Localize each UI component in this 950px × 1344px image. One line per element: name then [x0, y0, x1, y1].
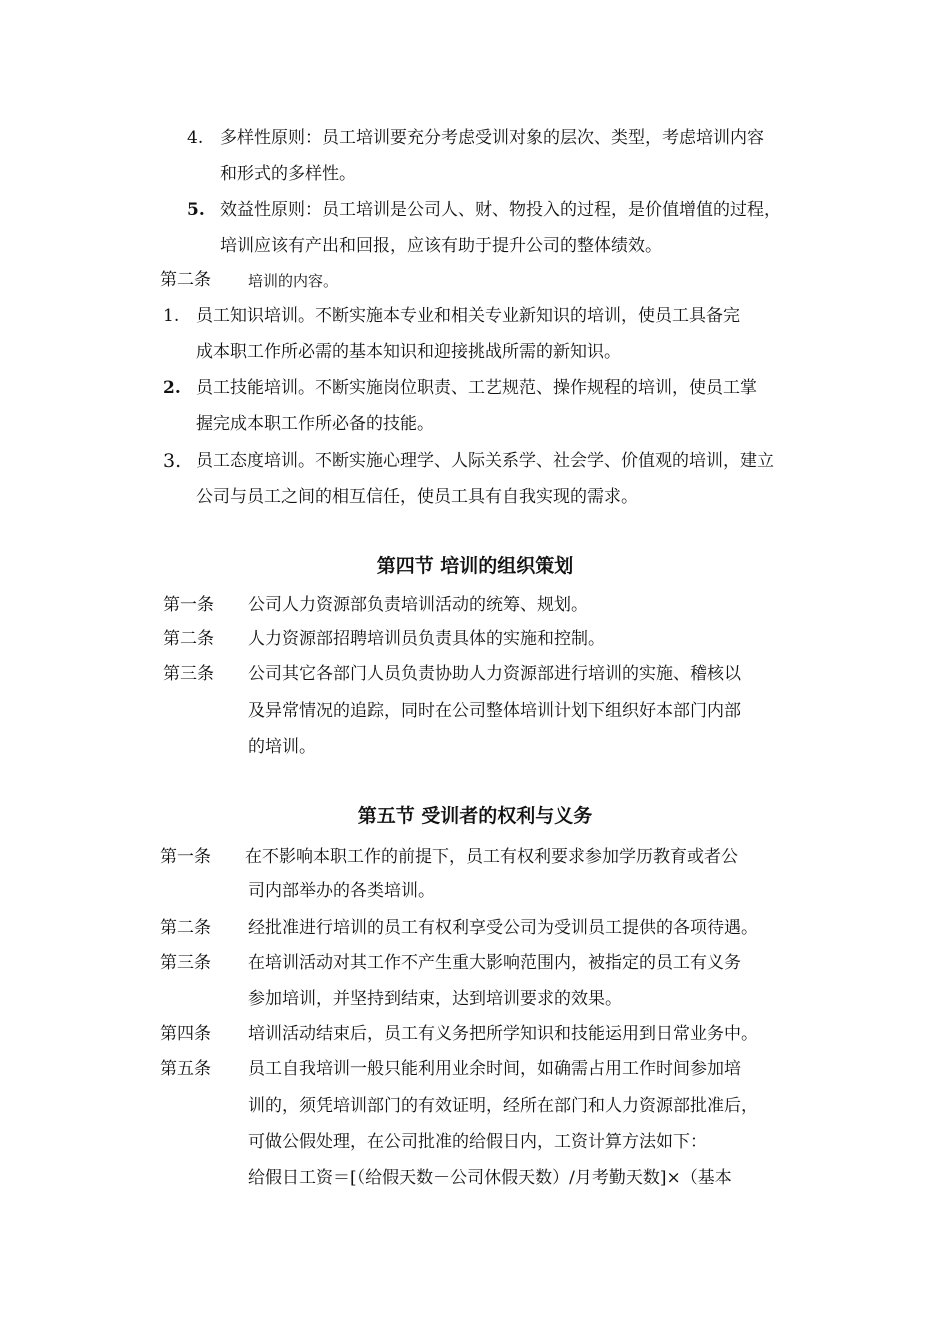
s4-article-3-text: 公司其它各部门人员负责协助人力资源部进行培训的实施、稽核以: [248, 664, 741, 684]
content-item-2-number: 2.: [163, 378, 181, 398]
principle-4-number: 4.: [187, 128, 204, 148]
article-title: 培训的内容。: [248, 272, 339, 290]
s5-article-3-label: 第三条: [160, 953, 211, 973]
principle-5-text: 效益性原则：员工培训是公司人、财、物投入的过程，是价值增值的过程，: [220, 200, 781, 220]
s5-article-1-label: 第一条: [160, 847, 211, 867]
content-item-1-text-cont: 成本职工作所必需的基本知识和迎接挑战所需的新知识。: [196, 342, 621, 362]
content-item-3-number: 3.: [163, 450, 182, 472]
s5-article-2-label: 第二条: [160, 918, 211, 938]
s5-article-5-formula: 给假日工资＝[（给假天数－公司休假天数）/月考勤天数]×（基本: [248, 1168, 732, 1188]
s5-article-2-text: 经批准进行培训的员工有权利享受公司为受训员工提供的各项待遇。: [248, 918, 758, 938]
principle-5-number: 5.: [187, 200, 205, 220]
content-item-3-text-cont: 公司与员工之间的相互信任，使员工具有自我实现的需求。: [196, 487, 638, 507]
s4-article-1-label: 第一条: [163, 595, 214, 615]
content-item-1-text: 员工知识培训。不断实施本专业和相关专业新知识的培训，使员工具备完: [196, 306, 740, 326]
s5-article-1-text: 在不影响本职工作的前提下，员工有权利要求参加学历教育或者公: [245, 847, 738, 867]
principle-4-text-cont: 和形式的多样性。: [220, 164, 356, 184]
s4-article-3-label: 第三条: [163, 664, 214, 684]
s5-article-5-text: 员工自我培训一般只能利用业余时间，如确需占用工作时间参加培: [248, 1059, 741, 1079]
content-item-3-text: 员工态度培训。不断实施心理学、人际关系学、社会学、价值观的培训，建立: [196, 451, 774, 471]
s5-article-1-text-cont: 司内部举办的各类培训。: [248, 881, 435, 901]
section-4-title: 第四节 培训的组织策划: [376, 555, 574, 577]
s4-article-2-label: 第二条: [163, 629, 214, 649]
s5-article-5-label: 第五条: [160, 1059, 211, 1079]
s4-article-3-text-cont: 及异常情况的追踪，同时在公司整体培训计划下组织好本部门内部: [248, 701, 741, 721]
s5-article-4-label: 第四条: [160, 1024, 211, 1044]
principle-4-text: 多样性原则：员工培训要充分考虑受训对象的层次、类型，考虑培训内容: [220, 128, 764, 148]
s4-article-1-text: 公司人力资源部负责培训活动的统筹、规划。: [248, 595, 588, 615]
s4-article-3-text-cont: 的培训。: [248, 737, 316, 757]
content-item-2-text: 员工技能培训。不断实施岗位职责、工艺规范、操作规程的培训，使员工掌: [196, 378, 757, 398]
content-item-1-number: 1.: [163, 306, 180, 326]
s5-article-3-text: 在培训活动对其工作不产生重大影响范围内，被指定的员工有义务: [248, 953, 741, 973]
s4-article-2-text: 人力资源部招聘培训员负责具体的实施和控制。: [248, 629, 605, 649]
section-5-title: 第五节 受训者的权利与义务: [357, 805, 593, 827]
s5-article-3-text-cont: 参加培训，并坚持到结束，达到培训要求的效果。: [248, 989, 622, 1009]
content-item-2-text-cont: 握完成本职工作所必备的技能。: [196, 414, 434, 434]
s5-article-4-text: 培训活动结束后，员工有义务把所学知识和技能运用到日常业务中。: [248, 1024, 758, 1044]
s5-article-5-text-cont: 可做公假处理，在公司批准的给假日内，工资计算方法如下：: [248, 1132, 707, 1152]
principle-5-text-cont: 培训应该有产出和回报，应该有助于提升公司的整体绩效。: [220, 236, 662, 256]
article-label: 第二条: [160, 270, 211, 290]
s5-article-5-text-cont: 训的，须凭培训部门的有效证明，经所在部门和人力资源部批准后，: [248, 1096, 758, 1116]
